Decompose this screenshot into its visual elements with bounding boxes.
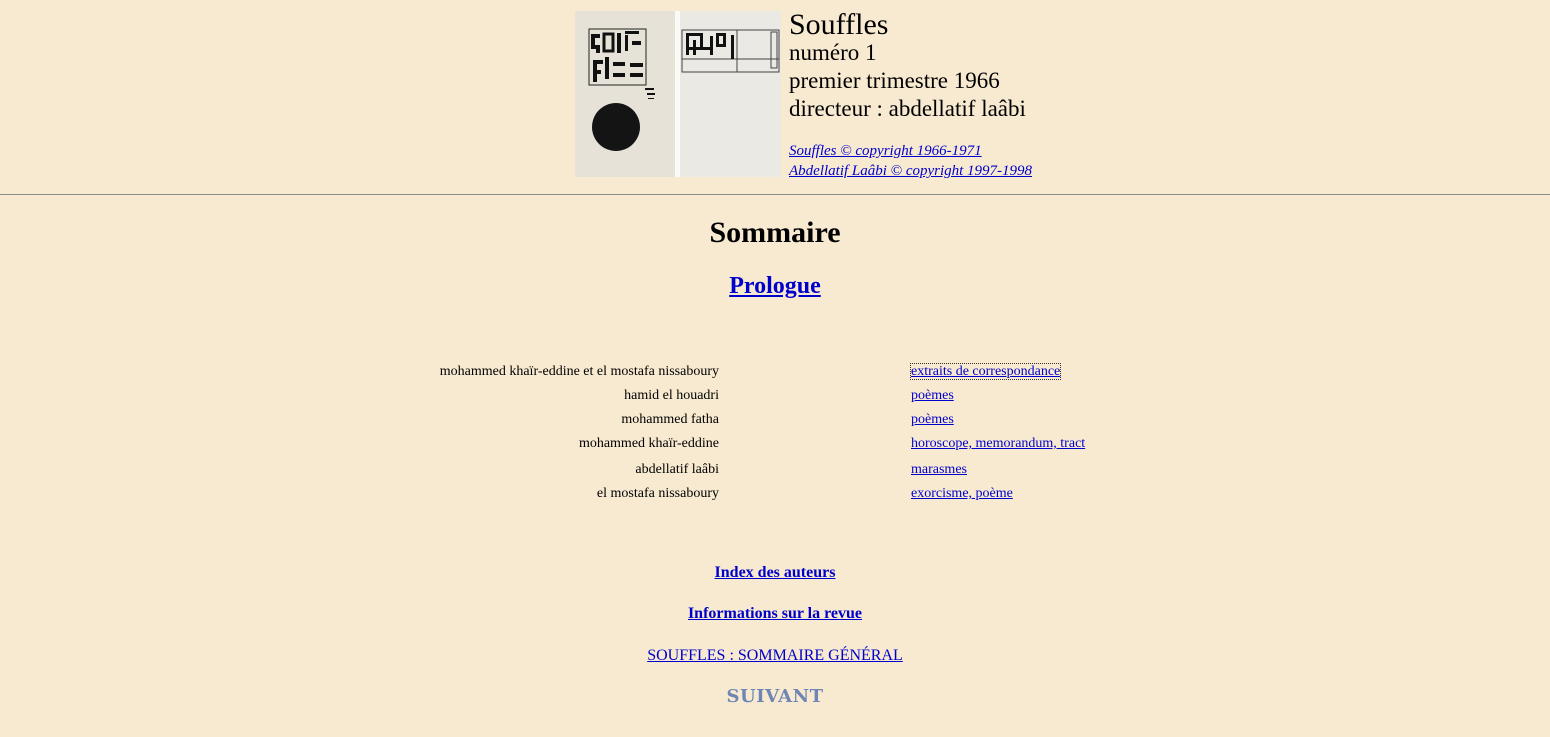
- page-title: Sommaire: [709, 216, 841, 249]
- toc-work-link[interactable]: poèmes: [911, 388, 954, 403]
- header-divider: [0, 194, 1550, 195]
- toc-row: [400, 385, 1150, 409]
- header: [575, 8, 1175, 186]
- toc-work-link[interactable]: extraits de correspondance: [911, 364, 1061, 379]
- cover-logo-graphic: [575, 11, 675, 177]
- prologue: [0, 273, 1550, 300]
- issue-period: premier trimestre 1966: [789, 68, 1000, 93]
- toc-row: [400, 433, 1150, 459]
- cover-front: [575, 11, 675, 177]
- toc-author: mohammed khaïr-eddine et el mostafa nissaboury: [439, 364, 719, 379]
- toc-row: [400, 459, 1150, 483]
- index-authors: [0, 564, 1550, 582]
- toc-row: [400, 483, 1150, 507]
- toc-work-link[interactable]: horoscope, memorandum, tract: [911, 436, 1086, 451]
- toc-row: [400, 409, 1150, 433]
- table-of-contents: [400, 361, 1150, 507]
- next-button[interactable]: SUIVANT: [726, 686, 824, 707]
- magazine-title: Souffles: [789, 8, 889, 41]
- toc-work-link[interactable]: exorcisme, poème: [911, 486, 1013, 501]
- toc-author: abdellatif laâbi: [635, 462, 719, 477]
- prologue-link[interactable]: Prologue: [729, 273, 821, 299]
- issue-director: directeur : abdellatif laâbi: [789, 96, 1026, 121]
- copyright-souffles-link[interactable]: Souffles © copyright 1966-1971: [789, 143, 982, 159]
- issue-info: [789, 8, 1169, 181]
- cover-back: [680, 11, 781, 177]
- info-revue-link[interactable]: Informations sur la revue: [687, 605, 863, 622]
- cover-image: [575, 11, 781, 177]
- copyright-block: [789, 141, 1169, 181]
- toc-work-link[interactable]: poèmes: [911, 412, 954, 427]
- general-summary-link[interactable]: SOUFFLES : SOMMAIRE GÉNÉRAL: [647, 647, 903, 664]
- info-revue: [0, 605, 1550, 623]
- issue-number: numéro 1: [789, 40, 877, 65]
- toc-author: el mostafa nissaboury: [596, 486, 719, 501]
- cover-arabic-logo-graphic: [680, 11, 781, 177]
- index-authors-link[interactable]: Index des auteurs: [714, 564, 836, 581]
- toc-author: mohammed khaïr-eddine: [578, 436, 719, 451]
- general-summary: [0, 647, 1550, 665]
- toc-author: hamid el houadri: [624, 388, 719, 403]
- toc-author: mohammed fatha: [621, 412, 719, 427]
- toc-row: [400, 361, 1150, 385]
- toc-work-link[interactable]: marasmes: [911, 462, 967, 477]
- copyright-laabi-link[interactable]: Abdellatif Laâbi © copyright 1997-1998: [789, 163, 1033, 179]
